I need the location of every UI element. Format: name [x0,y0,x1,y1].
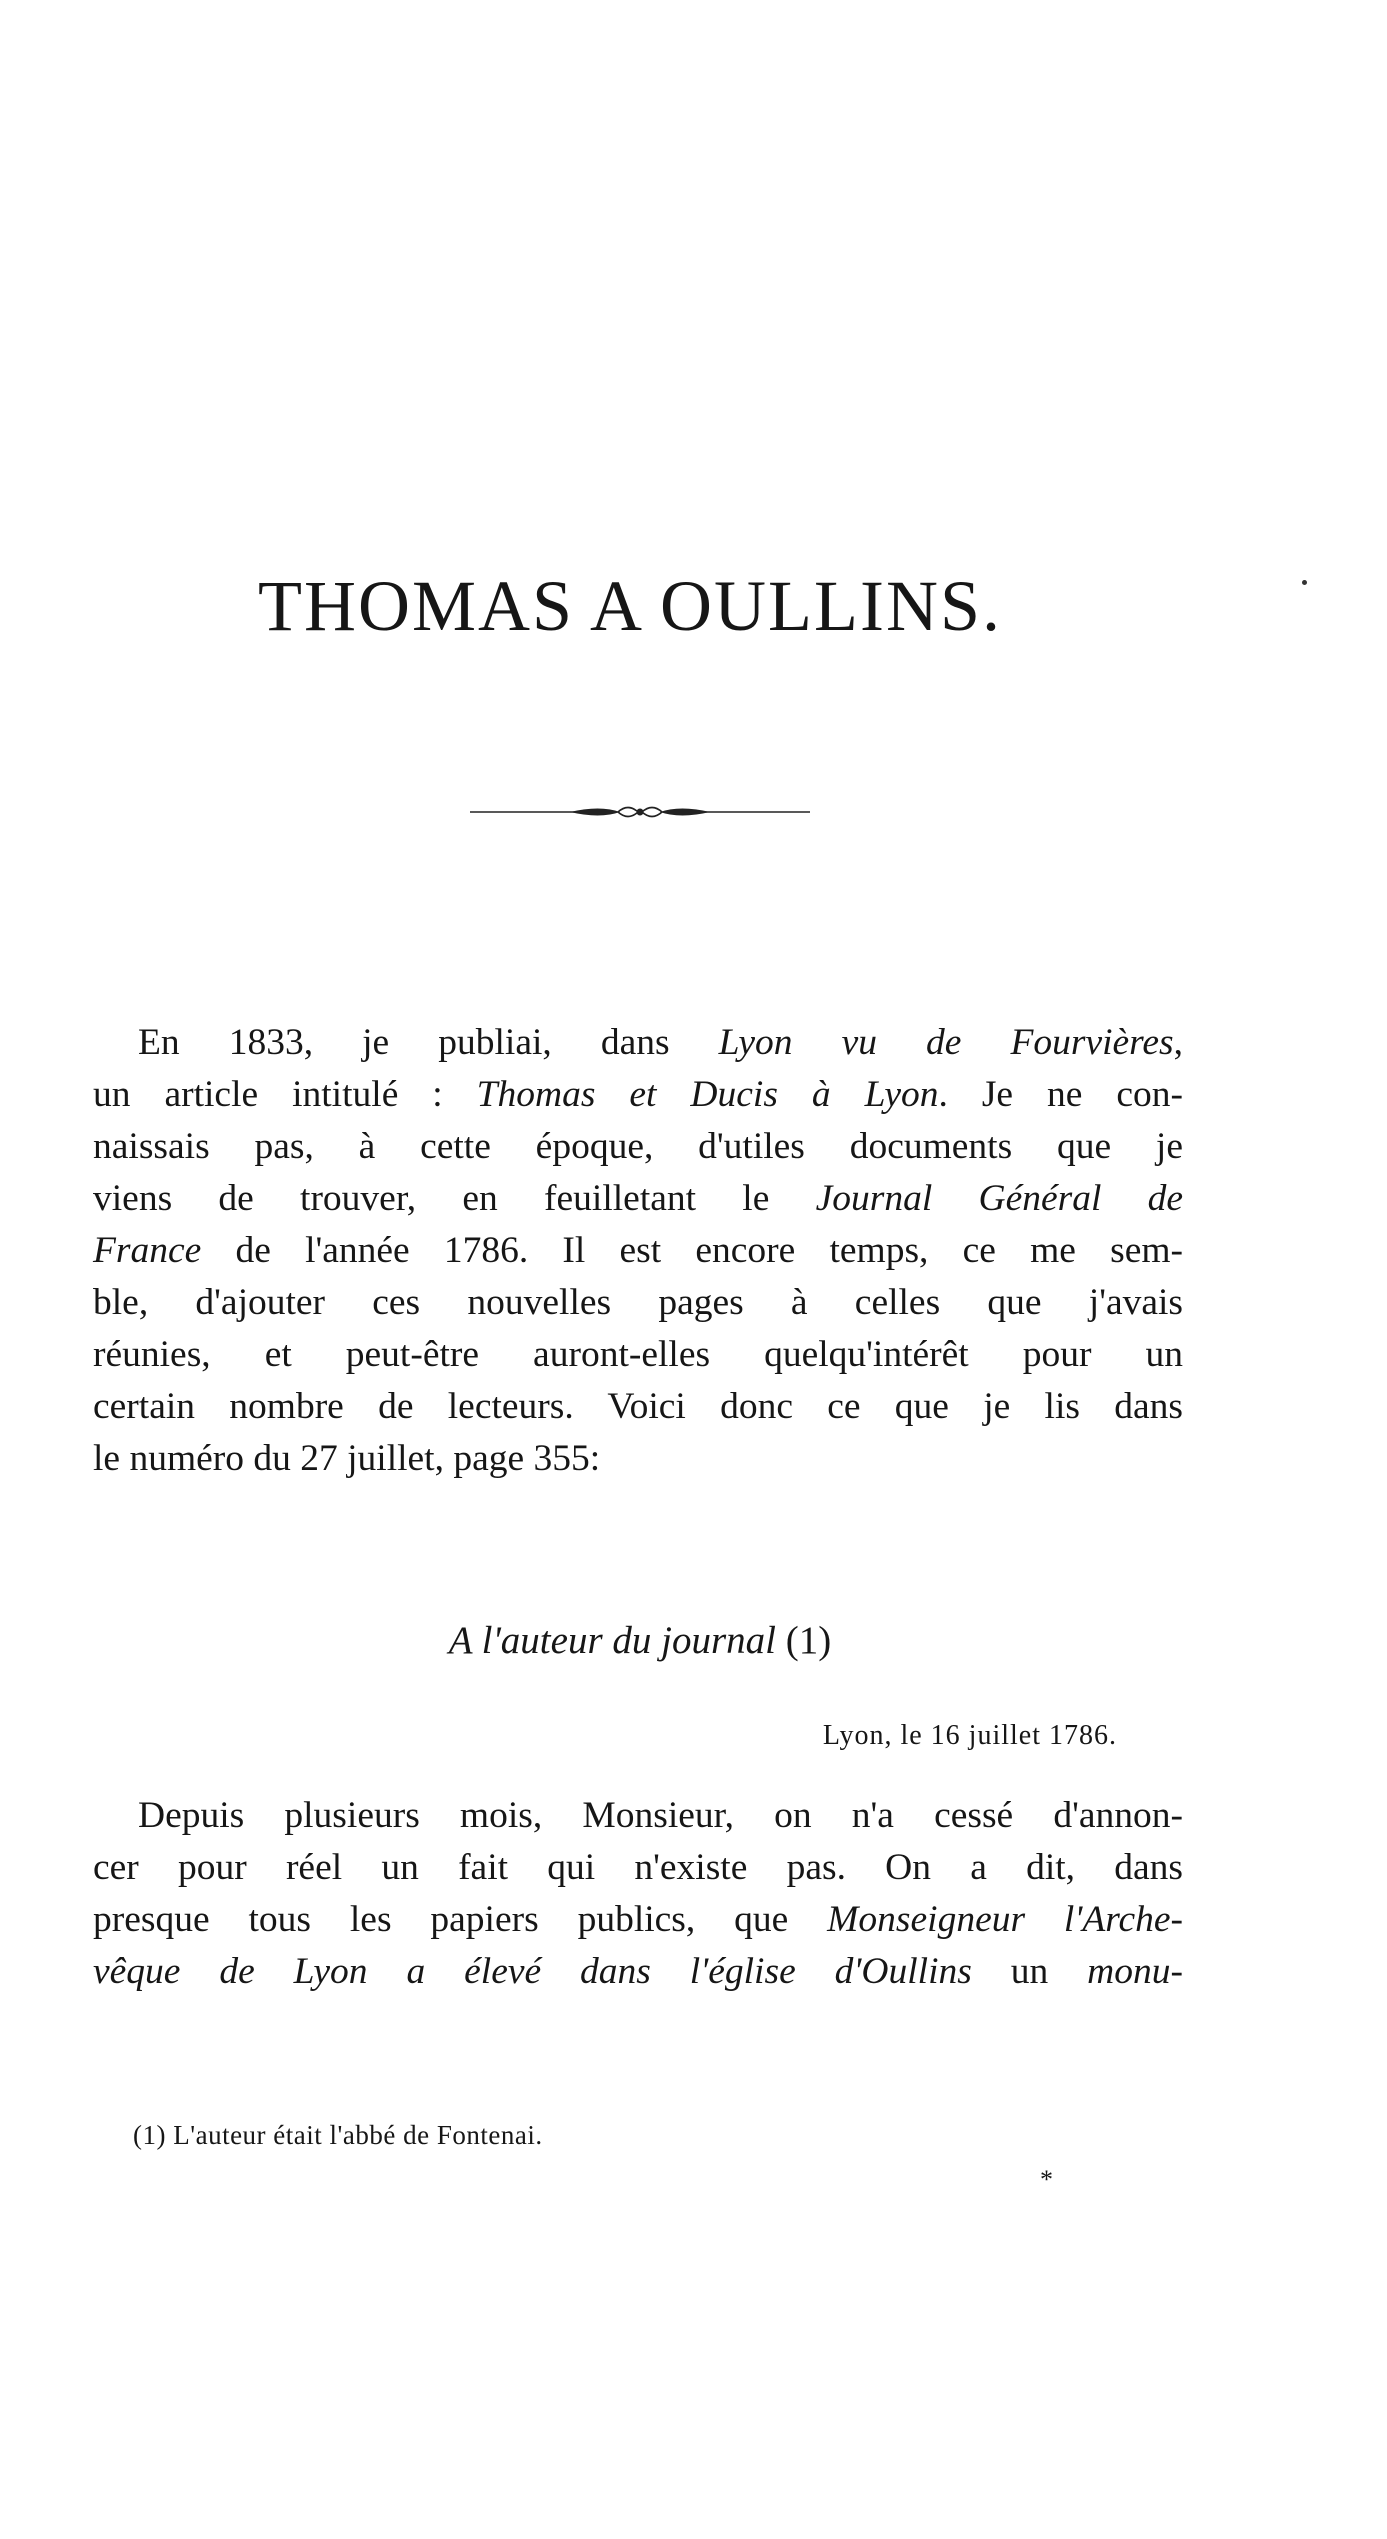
opening-paragraph [93,1017,1183,1485]
text-line: certain nombre de lecteurs. Voici donc ce que je lis dans [93,1386,1183,1427]
text-line: cer pour réel un fait qui n'existe pas. On a dit, dans [93,1847,1183,1888]
journal-title-italic: Journal Général de [815,1178,1183,1219]
article-title-italic: Thomas et Ducis à Lyon [476,1074,939,1115]
footnote-reference: (1) [785,1619,832,1662]
letter-paragraph [93,1790,1183,1998]
book-title-italic: Lyon vu de Fourvières [718,1022,1174,1063]
text-line: viens de trouver, en feuilletant le Journal Général de [93,1178,1183,1219]
text-line: Depuis plusieurs mois, Monsieur, on n'a cessé d'annon- [138,1795,1183,1836]
letter-dateline: Lyon, le 16 juillet 1786. [822,1720,1117,1751]
print-speck [1302,580,1307,585]
letter-salutation: A l'auteur du journal (1) [448,1619,832,1662]
text-line: le numéro du 27 juillet, page 355: [93,1438,601,1479]
text-line: presque tous les papiers publics, que Monseigneur l'Arche- [93,1899,1184,1940]
footnote: (1) L'auteur était l'abbé de Fontenai. [133,2120,543,2150]
text-line: ble, d'ajouter ces nouvelles pages à celles que j'avais [93,1282,1183,1323]
text-line: un article intitulé : Thomas et Ducis à Lyon. Je ne con- [93,1074,1183,1115]
signature-mark: * [1040,2165,1053,2194]
text-line: naissais pas, à cette époque, d'utiles documents que je [93,1126,1183,1167]
text-line: réunies, et peut-être auront-elles quelqu'intérêt pour un [93,1334,1183,1375]
ornamental-divider [470,797,810,827]
text-line: En 1833, je publiai, dans Lyon vu de Fourvières, [138,1022,1183,1063]
text-line: France de l'année 1786. Il est encore temps, ce me sem- [93,1230,1183,1271]
chapter-title: THOMAS A OULLINS. [257,566,1003,646]
text-line: vêque de Lyon a élevé dans l'église d'Oullins un monu- [93,1951,1183,1992]
